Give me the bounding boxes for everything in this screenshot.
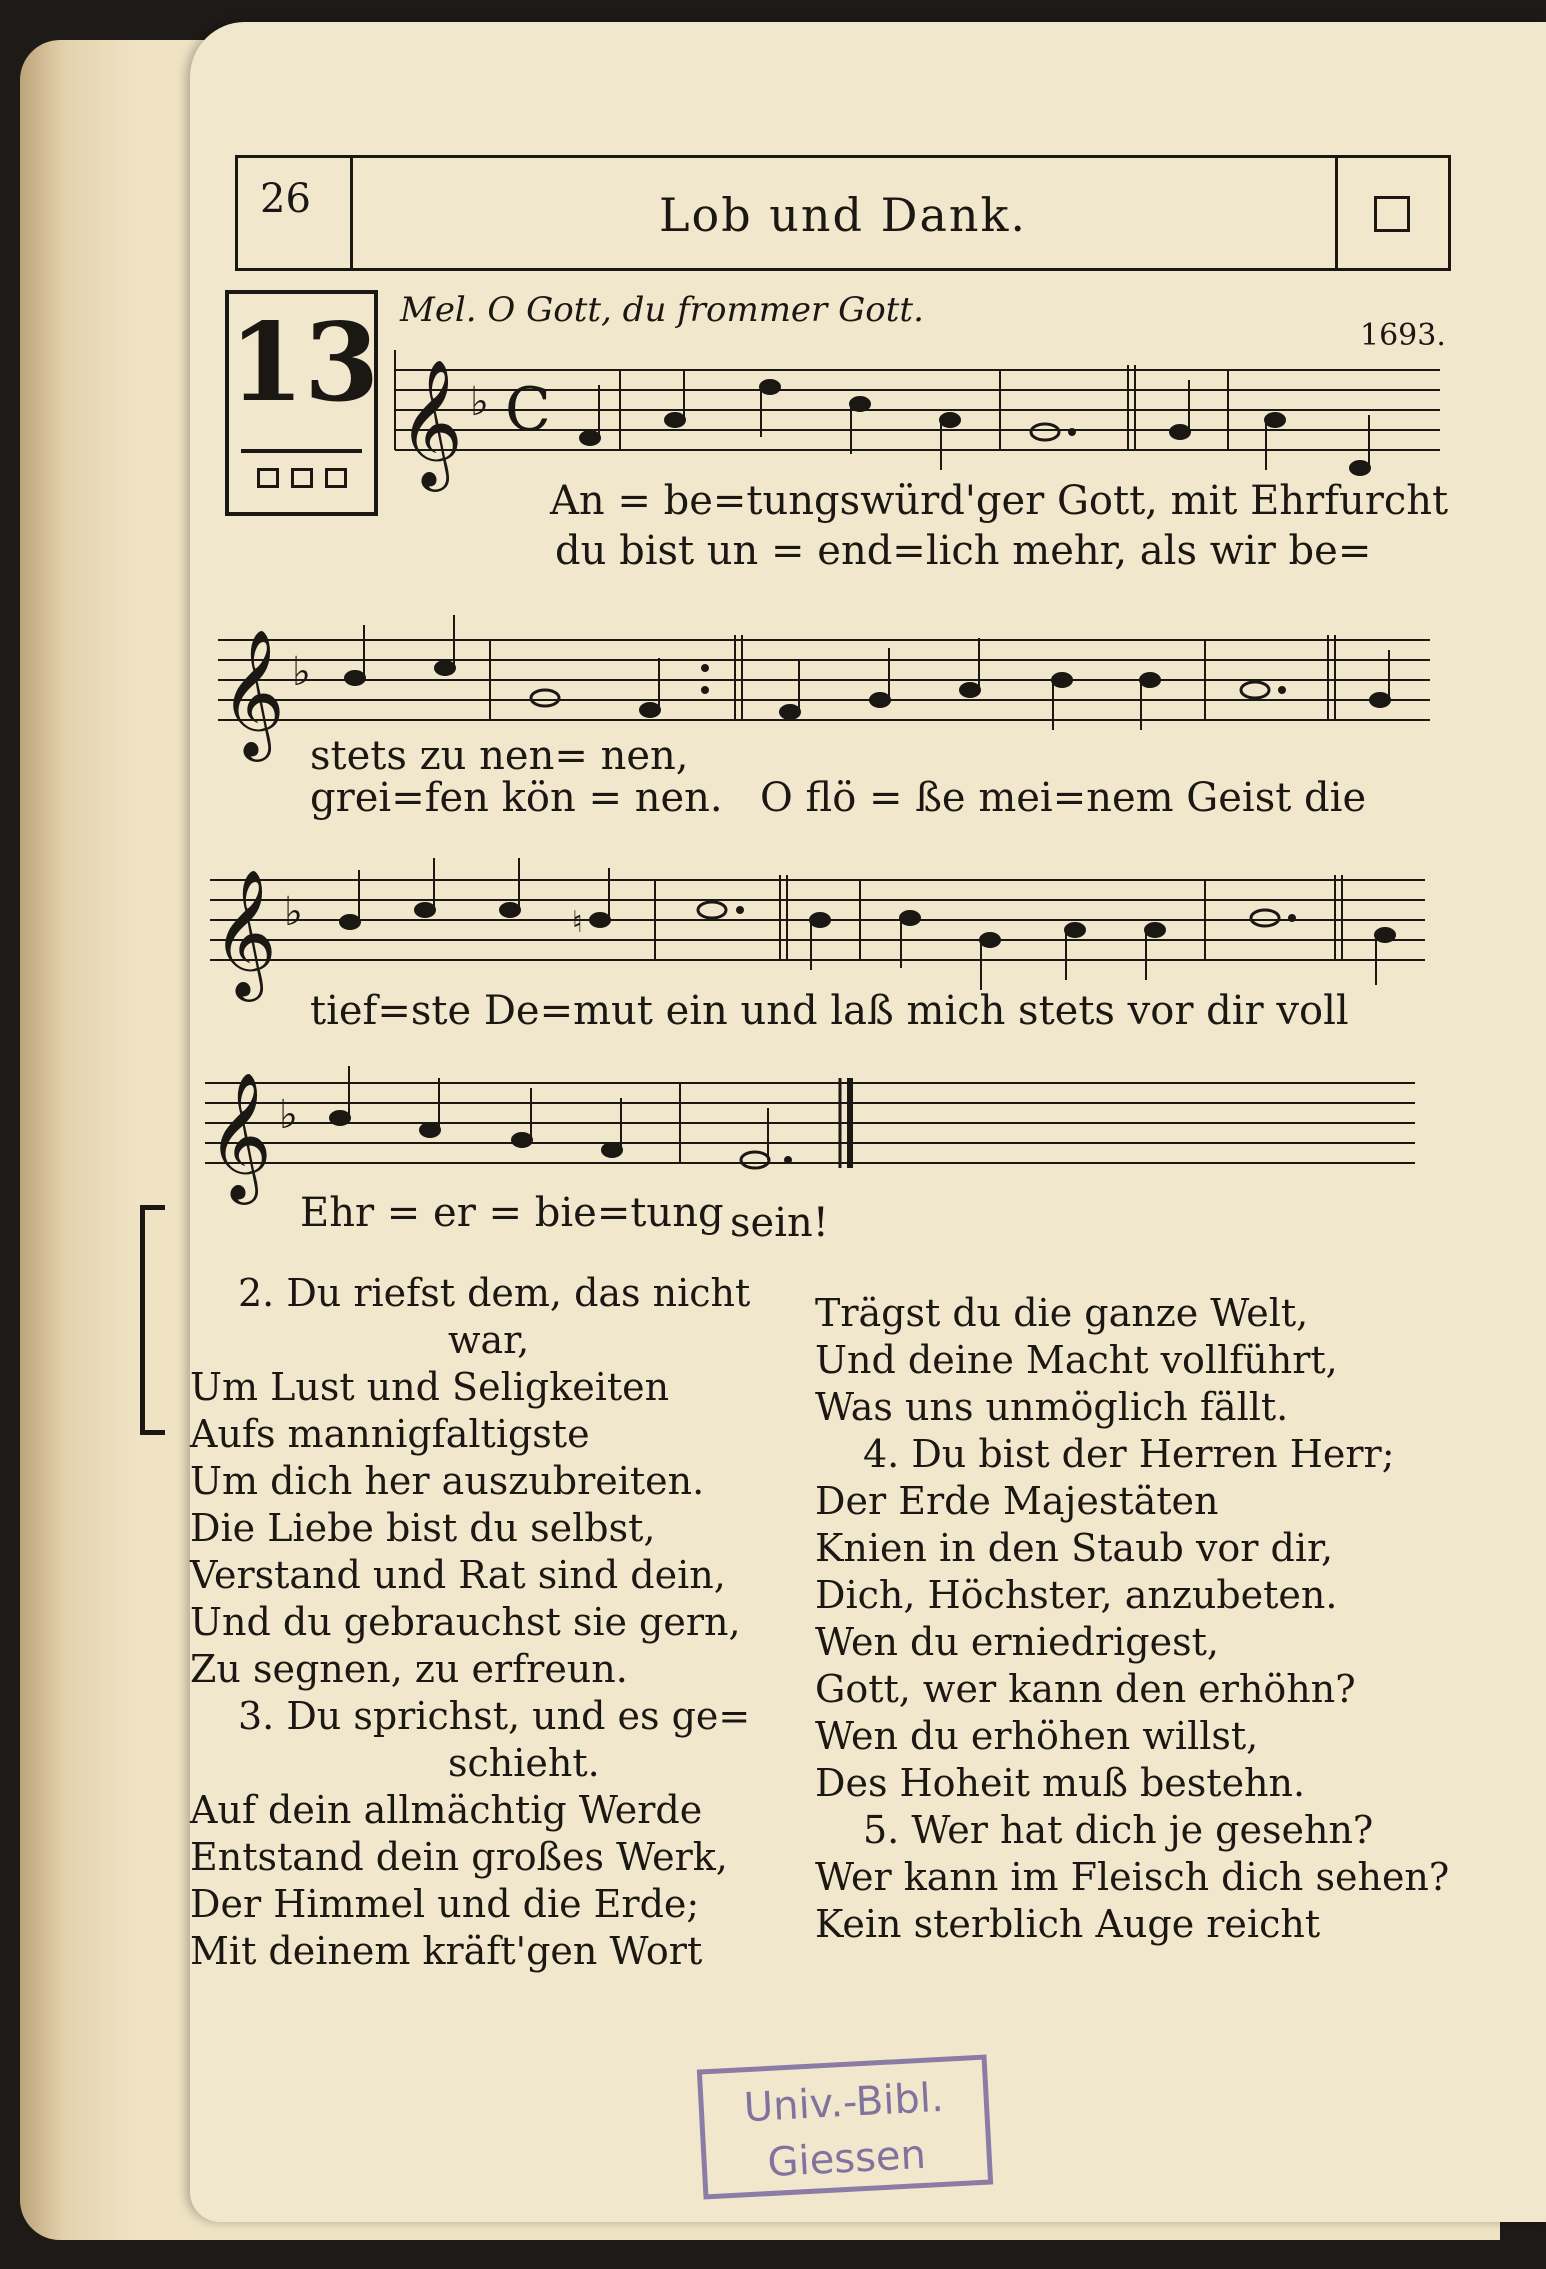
verse-line: 3. Du sprichst, und es ge= <box>238 1694 751 1738</box>
lyric-line-5a: Ehr = er = bie=tung <box>300 1190 724 1236</box>
verse-line: Um dich her auszubreiten. <box>190 1459 705 1503</box>
melody-reference: Mel. O Gott, du frommer Gott. <box>400 290 924 330</box>
lyric-line-2: du bist un = end=lich mehr, als wir be= <box>555 528 1372 574</box>
verse-line: Und du gebrauchst sie gern, <box>190 1600 741 1644</box>
page-number: 26 <box>260 176 311 222</box>
verse-line: 4. Du bist der Herren Herr; <box>863 1432 1395 1476</box>
lyric-line-4: tief=ste De=mut ein und laß mich stets vor dir voll <box>310 988 1349 1034</box>
treble-clef-icon: 𝄞 <box>220 628 286 756</box>
lyric-line-3a: stets zu nen= nen, <box>310 733 689 779</box>
treble-clef-icon: 𝄞 <box>207 1071 273 1199</box>
lyric-line-1: An = be=tungswürd'ger Gott, mit Ehrfurcht <box>550 478 1449 524</box>
staff-1 <box>395 350 1440 450</box>
verse-line: Mit deinem kräft'gen Wort <box>190 1929 703 1973</box>
verse-line: Dich, Höchster, anzubeten. <box>815 1573 1338 1617</box>
verses-left-column <box>190 1270 750 1975</box>
verse-line: 5. Wer hat dich je gesehn? <box>863 1808 1374 1852</box>
verse-line: Gott, wer kann den erhöhn? <box>815 1667 1356 1711</box>
flat-icon: ♭ <box>470 379 489 425</box>
verse-line: Des Hoheit muß bestehn. <box>815 1761 1306 1805</box>
page-title: Lob und Dank. <box>658 188 1028 242</box>
notes-staff-4 <box>330 1066 791 1168</box>
treble-clef-icon: 𝄞 <box>212 868 278 996</box>
verse-line: Und deine Macht vollführt, <box>815 1338 1338 1382</box>
lyric-line-5b: sein! <box>730 1200 829 1246</box>
flat-icon: ♭ <box>279 1092 298 1138</box>
notes-staff-1 <box>580 370 1370 475</box>
flat-icon: ♭ <box>292 649 311 695</box>
verse-line: 2. Du riefst dem, das nicht <box>238 1271 751 1315</box>
lyric-line-3c: O flö = ße mei=nem Geist die <box>760 775 1367 821</box>
flat-icon: ♭ <box>284 889 303 935</box>
verse-line: Aufs mannigfaltigste <box>190 1412 590 1456</box>
verse-line: Wen du erniedrigest, <box>815 1620 1219 1664</box>
verse-line: Wen du erhöhen willst, <box>815 1714 1259 1758</box>
verse-line: Wer kann im Fleisch dich sehen? <box>815 1855 1450 1899</box>
verse-line: Die Liebe bist du selbst, <box>190 1506 656 1550</box>
verse-line: war, <box>448 1318 530 1362</box>
verses-right-column <box>815 1290 1449 1948</box>
verse-line: Der Erde Majestäten <box>815 1479 1219 1523</box>
verse-line: Verstand und Rat sind dein, <box>190 1553 726 1597</box>
stamp-line-1: Univ.-Bibl. <box>742 2074 945 2132</box>
staff-4 <box>205 1078 1415 1168</box>
notes-staff-3 <box>340 858 1395 990</box>
verse-line: Zu segnen, zu erfreun. <box>190 1647 628 1691</box>
verse-line: Trägst du die ganze Welt, <box>815 1291 1309 1335</box>
library-stamp <box>697 2055 993 2200</box>
verse-line: Um Lust und Seligkeiten <box>190 1365 670 1409</box>
hymn-number: 13 <box>229 300 380 426</box>
verse-line: Kein sterblich Auge reicht <box>815 1902 1321 1946</box>
verse-line: schieht. <box>448 1741 600 1785</box>
stamp-line-2: Giessen <box>766 2131 927 2187</box>
notes-staff-2 <box>345 615 1390 730</box>
verse-line: Entstand dein großes Werk, <box>190 1835 728 1879</box>
lyric-line-3b: grei=fen kön = nen. <box>310 775 723 821</box>
verse-line: Knien in den Staub vor dir, <box>815 1526 1334 1570</box>
hymn-year: 1693. <box>1360 318 1446 353</box>
verse-line: Der Himmel und die Erde; <box>190 1882 700 1926</box>
staff-2 <box>218 635 1430 720</box>
svg-text:♮: ♮ <box>572 905 583 940</box>
treble-clef-icon: 𝄞 <box>398 358 464 486</box>
verse-line: Was uns unmöglich fällt. <box>815 1385 1289 1429</box>
common-time-icon: C <box>505 375 551 445</box>
verse-line: Auf dein allmächtig Werde <box>190 1788 703 1832</box>
